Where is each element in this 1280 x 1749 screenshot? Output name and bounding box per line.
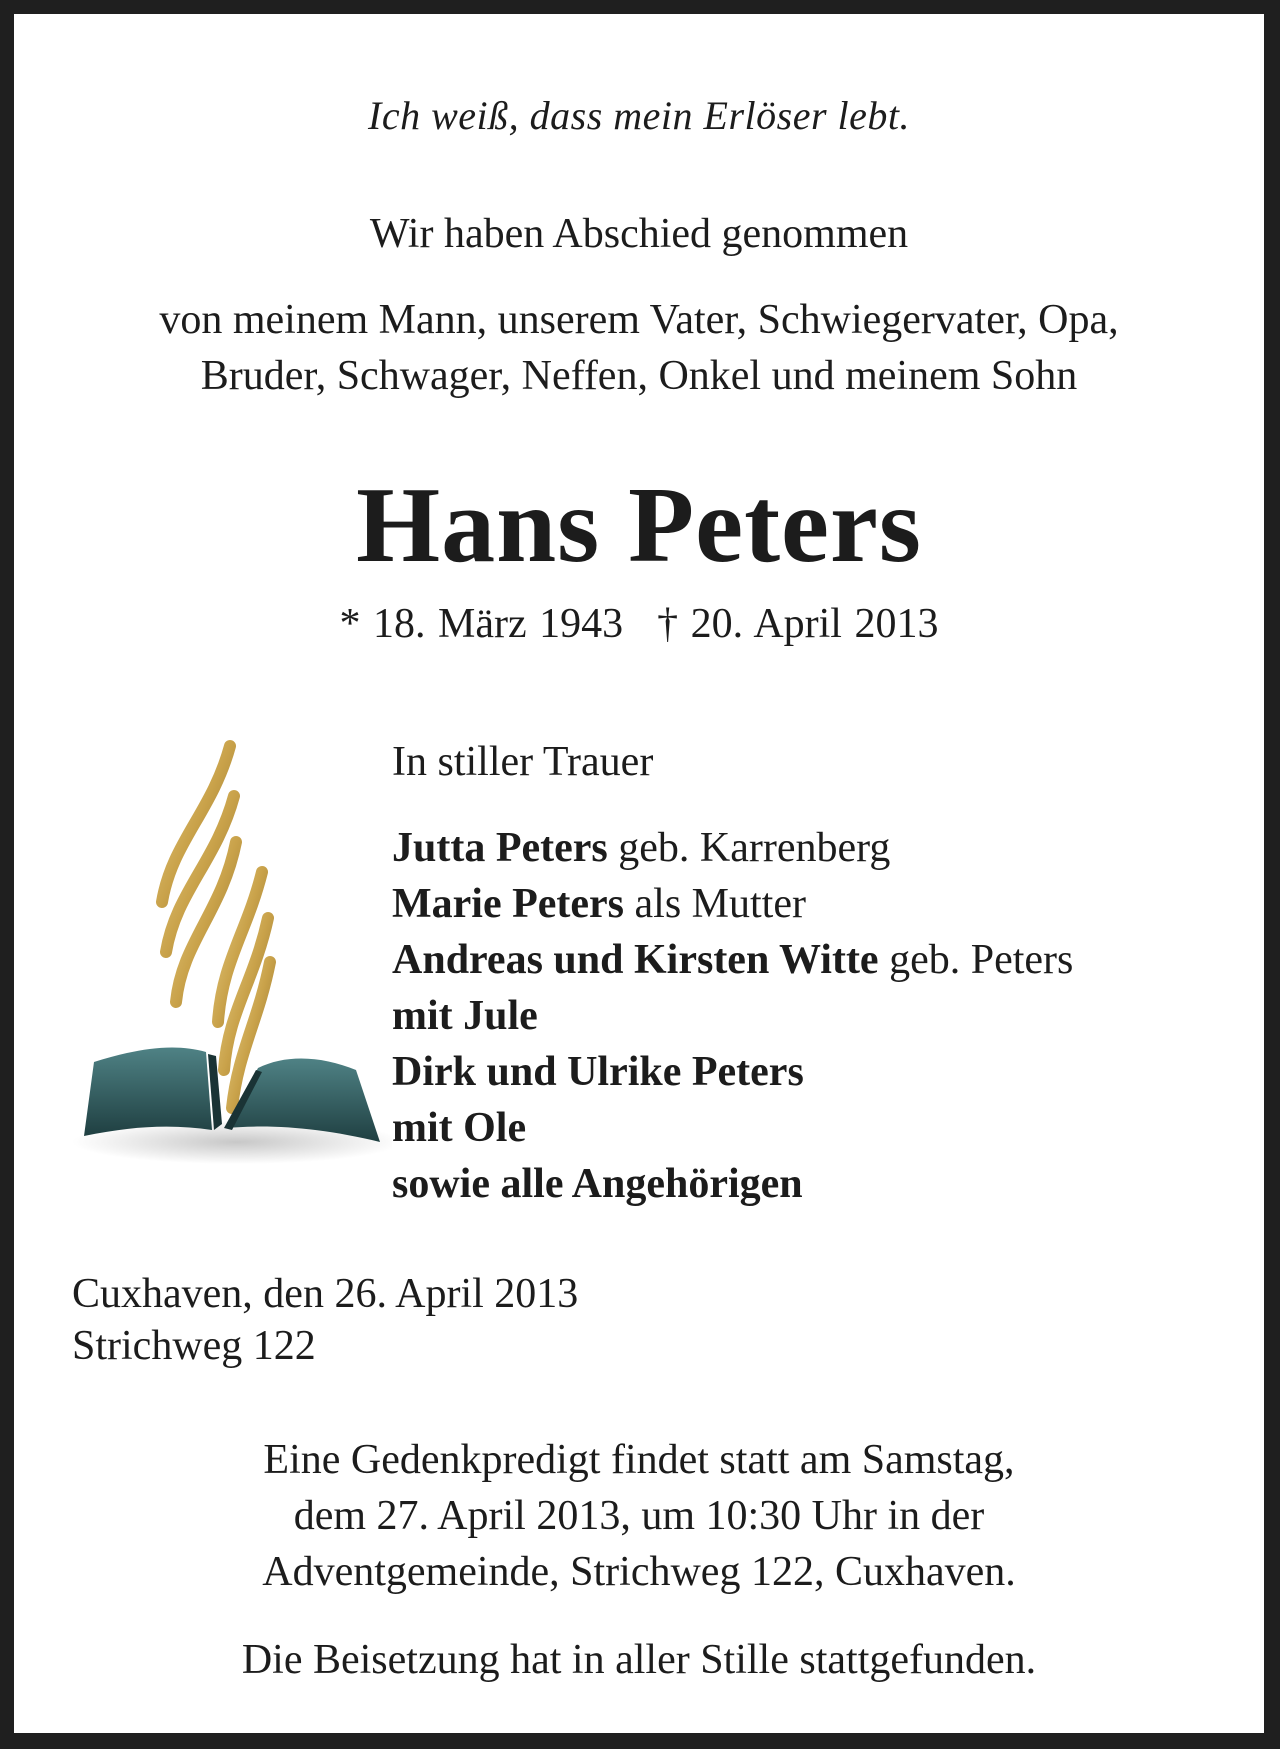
bible-verse: Ich weiß, dass mein Erlöser lebt. — [368, 93, 910, 138]
relations-line-1: von meinem Mann, unserem Vater, Schwiegervater, Opa, — [159, 297, 1119, 343]
mourner-name: Andreas und Kirsten Witte — [392, 937, 879, 983]
service-line-2: dem 27. April 2013, um 10:30 Uhr in der — [293, 1493, 985, 1539]
mourner-row — [392, 1156, 1073, 1212]
mourner-note: geb. Peters — [878, 937, 1074, 983]
mourner-name: Marie Peters — [392, 881, 625, 927]
mourner-note: geb. Karrenberg — [607, 825, 891, 871]
mourner-name: Jutta Peters — [392, 825, 608, 871]
deceased-name: Hans Peters — [356, 466, 922, 585]
mourner-row — [392, 820, 1073, 876]
life-dates — [14, 600, 1264, 648]
mourner-name: Dirk und Ulrike Peters — [392, 1049, 804, 1095]
mourner-name: mit Jule — [392, 993, 538, 1039]
service-line-3: Adventgemeinde, Strichweg 122, Cuxhaven. — [262, 1549, 1016, 1595]
mourner-row — [392, 1044, 1073, 1100]
death-date: † 20. April 2013 — [657, 601, 939, 647]
farewell-line: Wir haben Abschied genommen — [369, 211, 909, 257]
place-date: Cuxhaven, den 26. April 2013 — [72, 1271, 579, 1317]
service-line-1: Eine Gedenkpredigt findet statt am Samstag, — [263, 1437, 1015, 1483]
relations-line-2: Bruder, Schwager, Neffen, Onkel und meinem Sohn — [200, 353, 1078, 399]
mourner-name: sowie alle Angehörigen — [392, 1161, 803, 1207]
mourner-row — [392, 932, 1073, 988]
mourner-note: als Mutter — [624, 881, 806, 927]
memorial-service-info — [14, 1432, 1264, 1600]
flame-over-open-book-icon — [72, 732, 392, 1172]
mourning-intro: In stiller Trauer — [392, 739, 654, 785]
mourners-list — [392, 734, 1073, 1212]
burial-note: Die Beisetzung hat in aller Stille stattgefunden. — [241, 1637, 1037, 1683]
place-and-address — [72, 1268, 578, 1372]
street-address: Strichweg 122 — [72, 1323, 316, 1369]
mourner-row — [392, 876, 1073, 932]
mourner-row — [392, 1100, 1073, 1156]
relations-text — [14, 292, 1264, 404]
mourner-row — [392, 988, 1073, 1044]
birth-date: * 18. März 1943 — [339, 601, 624, 647]
mourner-name: mit Ole — [392, 1105, 527, 1151]
obituary-notice — [14, 14, 1264, 1733]
